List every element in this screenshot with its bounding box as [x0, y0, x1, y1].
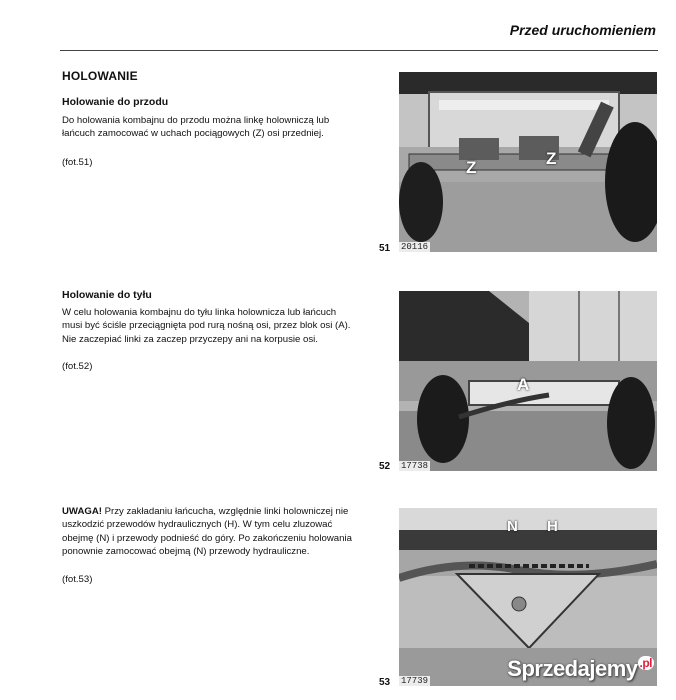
header-rule: [60, 50, 658, 51]
photo-reference-52: (fot.52): [62, 361, 93, 372]
photo-52-rear-axle: [399, 291, 657, 471]
label-h: H: [547, 518, 558, 535]
figure-code-53: 17739: [401, 676, 429, 686]
label-z-2: Z: [546, 149, 557, 168]
section-title: HOLOWANIE: [62, 69, 138, 83]
subheading-front-towing: Holowanie do przodu: [62, 96, 169, 108]
subheading-rear-towing: Holowanie do tyłu: [62, 289, 152, 301]
watermark-suffix: .pl: [639, 656, 652, 670]
label-n: N: [507, 518, 518, 535]
watermark-logo: [507, 656, 654, 682]
figure-number-52: 52: [379, 461, 391, 472]
paragraph-rear-towing: W celu holowania kombajnu do tyłu linka holownicza lub łańcuch musi być ściśle przeciągnięta pod rurą nośną osi, przez blok osi (A). Nie zaczepiać linki za zaczep przyczepy ani na korpusie osi.: [62, 307, 351, 345]
figure-number-53: 53: [379, 677, 391, 688]
figure-code-52: 17738: [401, 461, 429, 471]
warning-label: UWAGA!: [62, 506, 102, 517]
label-a: A: [517, 375, 530, 394]
label-z-1: Z: [466, 158, 477, 177]
paragraph-warning: [62, 505, 354, 559]
warning-text: Przy zakładaniu łańcucha, względnie linki holowniczej nie uszkodzić przewodów hydraulicznych (H). W tym celu zluzować obejmę (N) i przewody podnieść do góry. Po zakończeniu holowania ponownie zamocować obejmą (N) przewody hydrauliczne.: [62, 506, 352, 558]
page-header-title: Przed uruchomieniem: [509, 22, 656, 38]
watermark-text: Sprzedajemy: [507, 656, 638, 681]
photo-reference-53: (fot.53): [62, 574, 93, 585]
photo-reference-51: (fot.51): [62, 157, 93, 168]
photo-51-front-axle: [399, 72, 657, 252]
paragraph-front-towing: Do holowania kombajnu do przodu można linkę holowniczą lub łańcuch zamocować w uchach pociągowych (Z) osi przedniej.: [62, 115, 330, 140]
figure-code-51: 20116: [401, 242, 429, 252]
figure-number-51: 51: [379, 243, 391, 254]
